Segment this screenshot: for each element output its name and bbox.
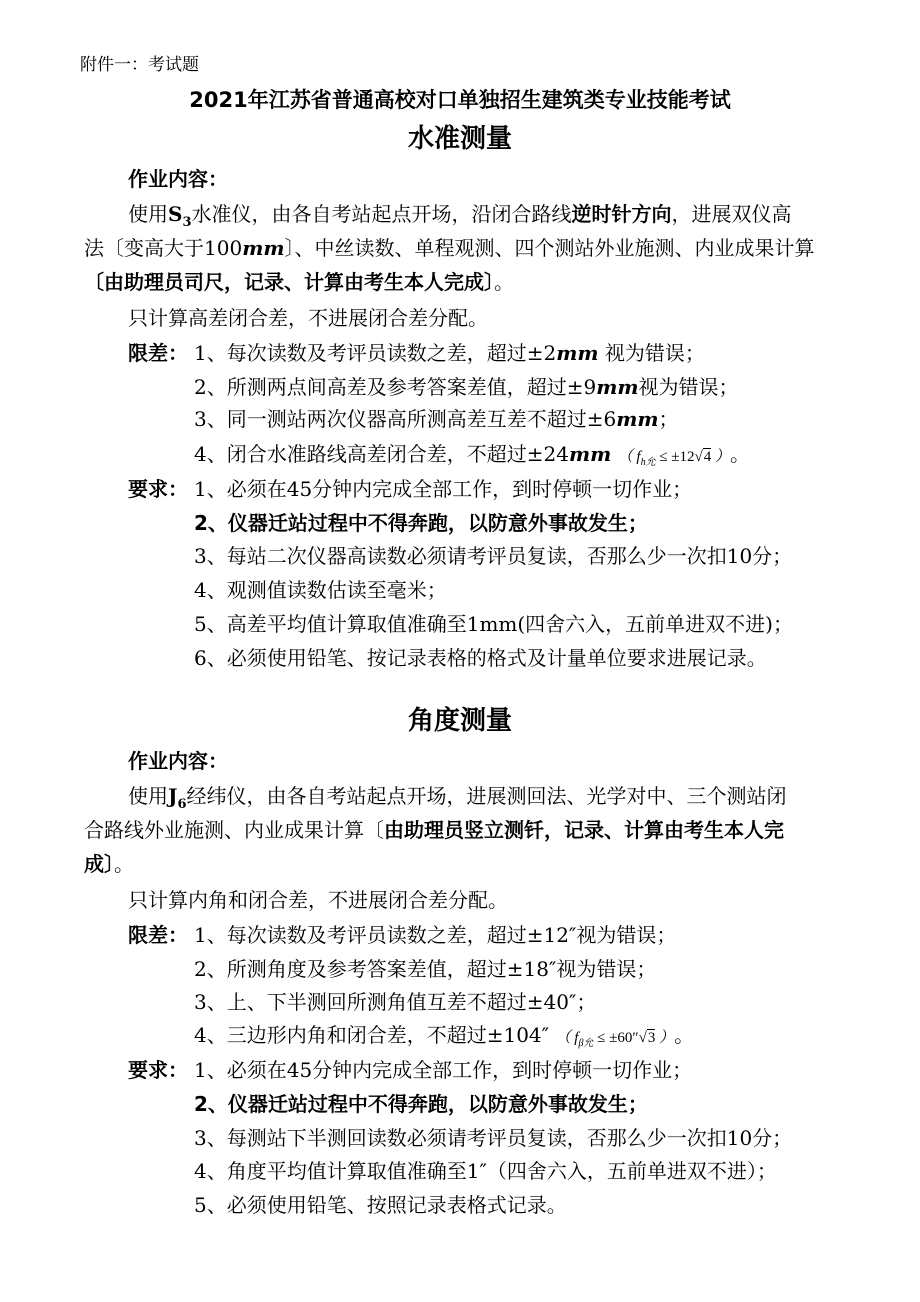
angle-paragraph-line2: 合路线外业施测、内业成果计算〔由助理员竖立测钎，记录、计算由考生本人完 (84, 818, 784, 842)
leveling-paragraph-line3: 〔由助理员司尺，记录、计算由考生本人完成〕。 (84, 270, 514, 294)
leveling-closure-formula: （ $f_{h允} \le \pm 12√4$ ） (617, 449, 731, 468)
angle-requirement-5: 5、必须使用铅笔、按照记录表格式记录。 (194, 1193, 567, 1217)
angle-limits-label: 限差： (128, 923, 188, 947)
angle-requirement-2: 2、仪器迁站过程中不得奔跑，以防意外事故发生； (194, 1092, 648, 1116)
exam-title: 2021年江苏省普通高校对口单独招生建筑类专业技能考试 (189, 88, 731, 112)
angle-requirement-4: 4、角度平均值计算取值准确至1″（四舍六入，五前单进双不进）； (194, 1159, 777, 1183)
leveling-requirement-1: 1、必须在45分钟内完成全部工作，到时停顿一切作业； (194, 477, 693, 501)
angle-requirements-label: 要求： (128, 1058, 188, 1082)
leveling-paragraph-line1: 使用$S_3$水准仪，由各自考站起点开场，沿闭合路线逆时针方向，进展双仪高 (128, 202, 792, 230)
leveling-limit-3: 3、同一测站两次仪器高所测高差互差不超过±6mm； (194, 407, 679, 431)
angle-limit-2: 2、所测角度及参考答案差值，超过±18″视为错误； (194, 957, 657, 981)
angle-paragraph-line3: 成〕。 (84, 852, 134, 876)
leveling-limit-4: 4、闭合水准路线高差闭合差，不超过±24mm （ $f_{h允} \le \pm 12√4$ ）。 (194, 441, 750, 476)
leveling-title: 水准测量 (407, 124, 512, 154)
angle-paragraph-line1: 使用$J_6$经纬仪，由各自考站起点开场，进展测回法、光学对中、三个测站闭 (128, 784, 787, 812)
angle-limit-4: 4、三边形内角和闭合差，不超过±104″ （ $f_{\beta 允} \le \pm 60''√3$ ）。 (194, 1022, 694, 1057)
leveling-limit-2: 2、所测两点间高差及参考答案差值，超过±9mm视为错误； (194, 375, 739, 399)
leveling-requirement-6: 6、必须使用铅笔、按记录表格的格式及计量单位要求进展记录。 (194, 646, 767, 670)
angle-title: 角度测量 (407, 706, 512, 736)
angle-note: 只计算内角和闭合差，不进展闭合差分配。 (128, 888, 508, 912)
angle-content-label: 作业内容： (128, 749, 228, 773)
leveling-limit-1: 1、每次读数及考评员读数之差，超过±2mm 视为错误； (194, 341, 705, 365)
leveling-requirements-label: 要求： (128, 477, 188, 501)
angle-limit-3: 3、上、下半测回所测角值互差不超过±40″； (194, 990, 597, 1014)
leveling-requirement-2: 2、仪器迁站过程中不得奔跑，以防意外事故发生； (194, 511, 648, 535)
leveling-content-label: 作业内容： (128, 167, 228, 191)
leveling-paragraph-line2: 法〔变高大于100mm〕、中丝读数、单程观测、四个测站外业施测、内业成果计算 (84, 236, 815, 260)
leveling-requirement-5: 5、高差平均值计算取值准确至1mm(四舍六入，五前单进双不进)； (194, 612, 793, 636)
angle-limit-1: 1、每次读数及考评员读数之差，超过±12″视为错误； (194, 923, 677, 947)
angle-closure-formula: （ $f_{\beta 允} \le \pm 60''√3$ ） (555, 1030, 675, 1049)
angle-requirement-3: 3、每测站下半测回读数必须请考评员复读，否那么少一次扣10分； (194, 1126, 793, 1150)
leveling-requirement-3: 3、每站二次仪器高读数必须请考评员复读，否那么少一次扣10分； (194, 544, 793, 568)
attachment-label: 附件一：考试题 (80, 55, 199, 75)
leveling-limits-label: 限差： (128, 341, 188, 365)
leveling-direction-emphasis: 逆时针方向 (571, 202, 672, 226)
leveling-note: 只计算高差闭合差，不进展闭合差分配。 (128, 306, 488, 330)
leveling-requirement-4: 4、观测值读数估读至毫米； (194, 578, 447, 602)
angle-requirement-1: 1、必须在45分钟内完成全部工作，到时停顿一切作业； (194, 1058, 693, 1082)
